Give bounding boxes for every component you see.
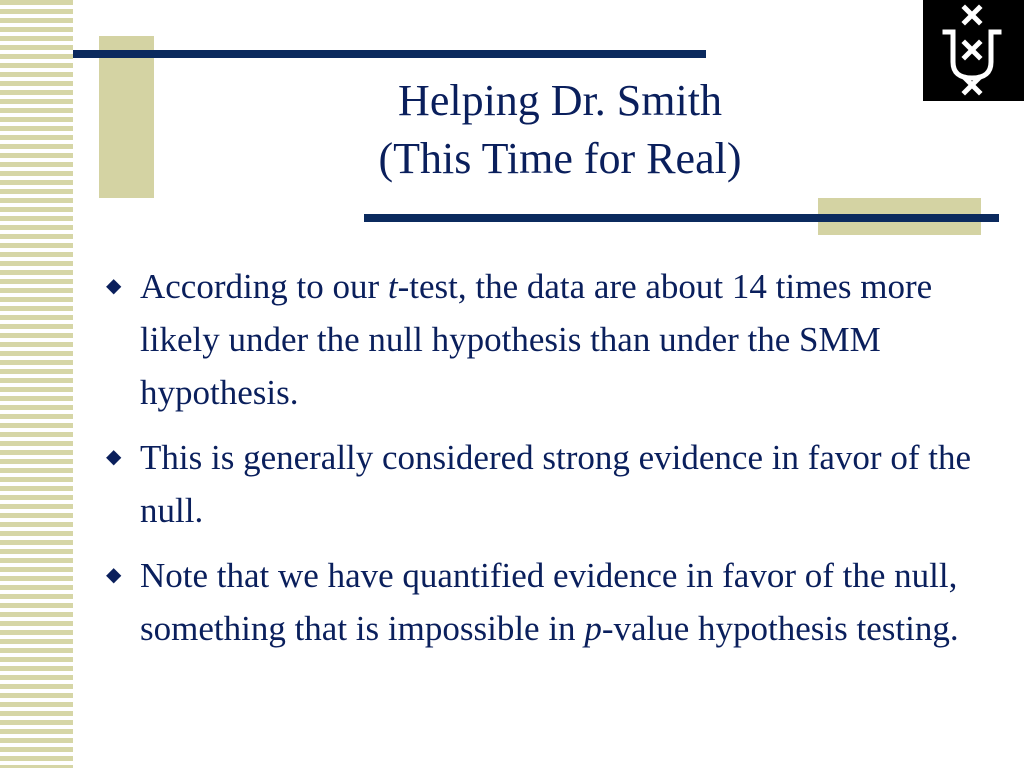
bullet-text-segment: Note that we have quantified evidence in favor of the null, something that is impossible in	[140, 556, 958, 648]
bullet-text-italic: t	[387, 267, 398, 306]
diamond-bullet-icon	[106, 549, 121, 602]
bullet-item	[104, 260, 984, 419]
bullet-text-segment: This is generally considered strong evidence in favor of the null.	[140, 438, 971, 530]
diamond-bullet-icon	[106, 260, 121, 313]
bullet-text-segment: According to our	[140, 267, 388, 306]
bullet-text-italic: p	[584, 609, 602, 648]
title-bottom-rule	[364, 214, 999, 222]
title-top-rule	[73, 50, 706, 58]
bullet-list	[104, 260, 984, 667]
bullet-item	[104, 431, 984, 537]
slide-title	[180, 72, 940, 188]
decorative-vertical-bar	[99, 36, 154, 198]
diamond-bullet-icon	[106, 431, 121, 484]
side-stripes-decoration	[0, 0, 73, 768]
bullet-item	[104, 549, 984, 655]
slide-title-line1: Helping Dr. Smith	[398, 76, 722, 125]
slide-title-line2: (This Time for Real)	[378, 134, 742, 183]
bullet-text-segment: -test, the data are about 14 times more likely under the null hypothesis than under the SMM hypothesis.	[140, 267, 933, 412]
bullet-text-segment: -value hypothesis testing.	[601, 609, 959, 648]
